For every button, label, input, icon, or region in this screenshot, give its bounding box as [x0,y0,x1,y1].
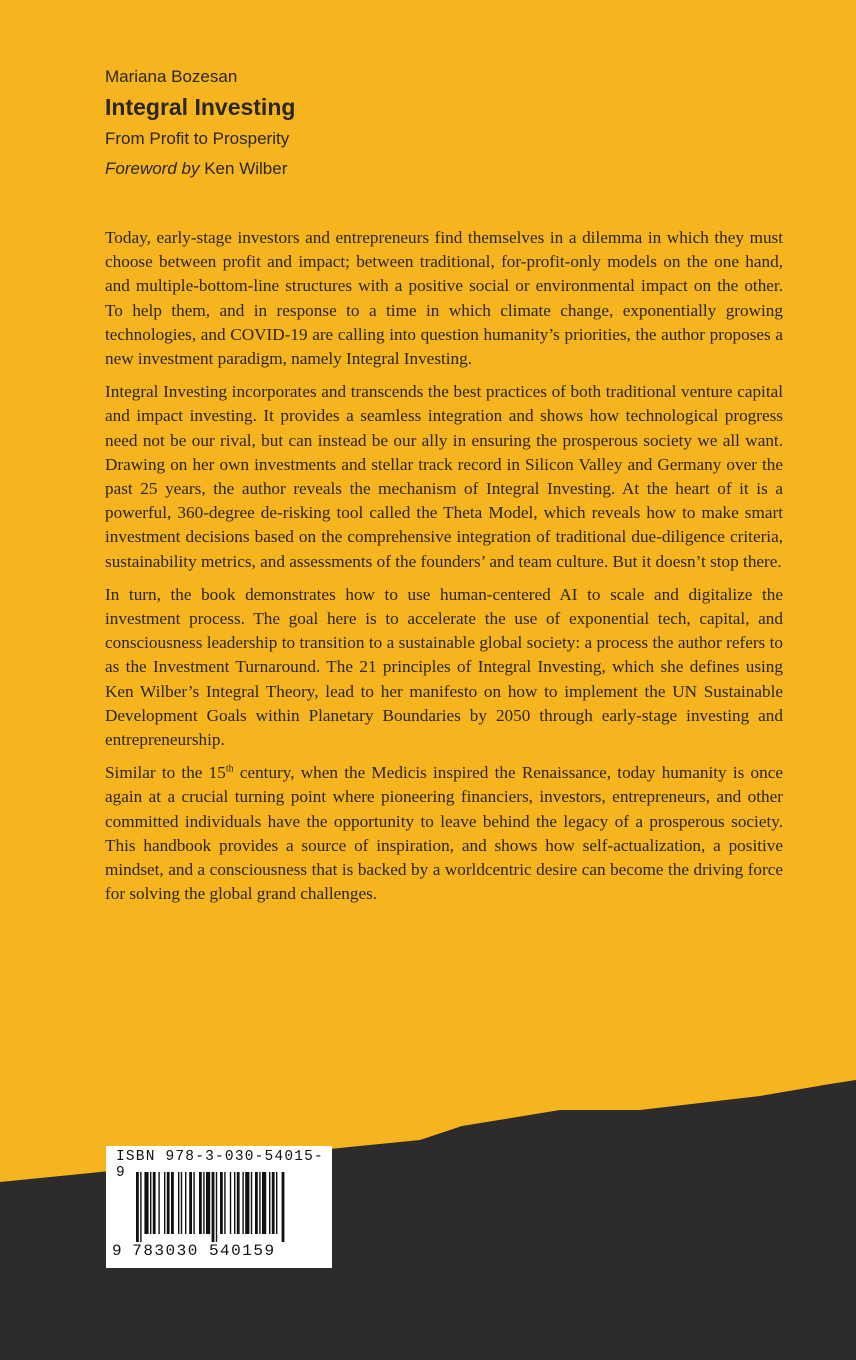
barcode-bar [199,1172,202,1234]
isbn-label: ISBN 978-3-030-54015-9 [116,1149,324,1181]
book-subtitle: From Profit to Prosperity [105,129,290,148]
barcode-digits-left: 783030 [132,1242,199,1260]
barcode-bar [171,1172,174,1234]
barcode-bar [167,1172,170,1234]
barcode-bar [220,1172,223,1234]
barcode-bar [144,1172,148,1234]
barcode-bar [269,1172,270,1234]
barcode-bar [164,1172,165,1234]
barcode-bar [237,1172,240,1234]
paragraph-1: Today, early-stage investors and entrepreneurs find themselves in a dilemma in which they must choose between profit and impact; between traditional, for-profit-only models on the one hand, and multiple-bottom-line structures with a positive social or environmental impact on the other. To help them, and in response to a time in which climate change, exponentially growing technologies, and COVID-19 are calling into question humanity’s priorities, the author proposes a new investment paradigm, namely Integral Investing. [105,228,783,369]
barcode-bar [251,1172,252,1234]
barcode-bar [181,1172,182,1234]
author-name: Mariana Bozesan [105,67,238,86]
barcode-bar [224,1172,225,1234]
barcode-bar [259,1172,260,1234]
paragraph-2: Integral Investing incorporates and transcends the best practices of both traditional venture capital and impact investing. It provides a seamless integration and shows how technological progress need not be our rival, but can instead be our ally in ensuring the prosperous society we all want. Drawing on her own investments and stellar track record in Silicon Valley and Germany over the past 25 years, the author reveals the mechanism of Integral Investing. At the heart of it is a powerful, 360-degree de-risking tool called the Theta Model, which reveals how to make smart investment decisions based on the comprehensive integration of traditional due-diligence criteria, sustainability metrics, and assessments of the founders’ and team culture. But it doesn’t stop there. [105,382,783,571]
foreword-label: Foreword by [105,159,200,178]
barcode-bar [185,1172,186,1234]
paragraph-3: In turn, the book demonstrates how to use human-centered AI to scale and digitalize the investment process. The goal here is to accelerate the use of exponential tech, capital, and consciousness leadership to transition to a sustainable global society: a process the author refers to as the Investment Turnaround. The 21 principles of Integral Investing, which she defines using Ken Wilber’s Integral Theory, lead to her manifesto on how to implement the UN Sustainable Development Goals within Planetary Boundaries by 2050 through early-stage investing and entrepreneurship. [105,584,783,750]
barcode-bar [140,1172,141,1242]
barcode-digit-first: 9 [112,1242,123,1260]
foreword-author: Ken Wilber [204,159,288,178]
barcode-bar [206,1172,210,1234]
barcode-digits-right: 540159 [208,1242,276,1260]
barcode-digits [112,1242,276,1260]
barcode-bar [189,1172,192,1234]
paragraph-4-superscript: th [225,763,234,775]
paragraph-4-end: century, when the Medicis inspired the Renaissance, today humanity is once again at a crucial turning point where pioneering financiers, investors, entrepreneurs, and other committed individuals have the opportunity to leave behind the legacy of a prosperous society. This handbook provides a source of inspiration, and shows how self-actualization, a positive mindset, and a consciousness that is backed by a worldcentric desire can become the driving force for solving the global grand challenges. [105,763,783,904]
barcode-bar [242,1172,243,1234]
barcode-bar [276,1172,277,1234]
barcode-bar [216,1172,217,1242]
book-header [105,66,295,180]
barcode-bar [212,1172,215,1242]
barcode-bar [136,1172,139,1242]
barcode-bar [255,1172,258,1234]
barcode-bar [245,1172,249,1234]
barcode-bar [282,1172,285,1242]
paragraph-4-start: Similar to the 15 [105,763,226,783]
book-title: Integral Investing [105,94,296,120]
barcode-bar [150,1172,151,1234]
barcode-bar [178,1172,179,1234]
barcode-bar [193,1172,194,1234]
blurb-text [105,226,783,915]
barcode-bar [234,1172,235,1234]
barcode-bar [158,1172,159,1234]
paragraph-4 [105,761,783,906]
barcode-bar [230,1172,231,1234]
barcode-bar [272,1172,275,1234]
barcode-bar [153,1172,156,1234]
isbn-barcode [106,1146,332,1268]
barcode-bar [203,1172,204,1234]
barcode-bar [262,1172,266,1234]
foreword-line [105,158,295,180]
